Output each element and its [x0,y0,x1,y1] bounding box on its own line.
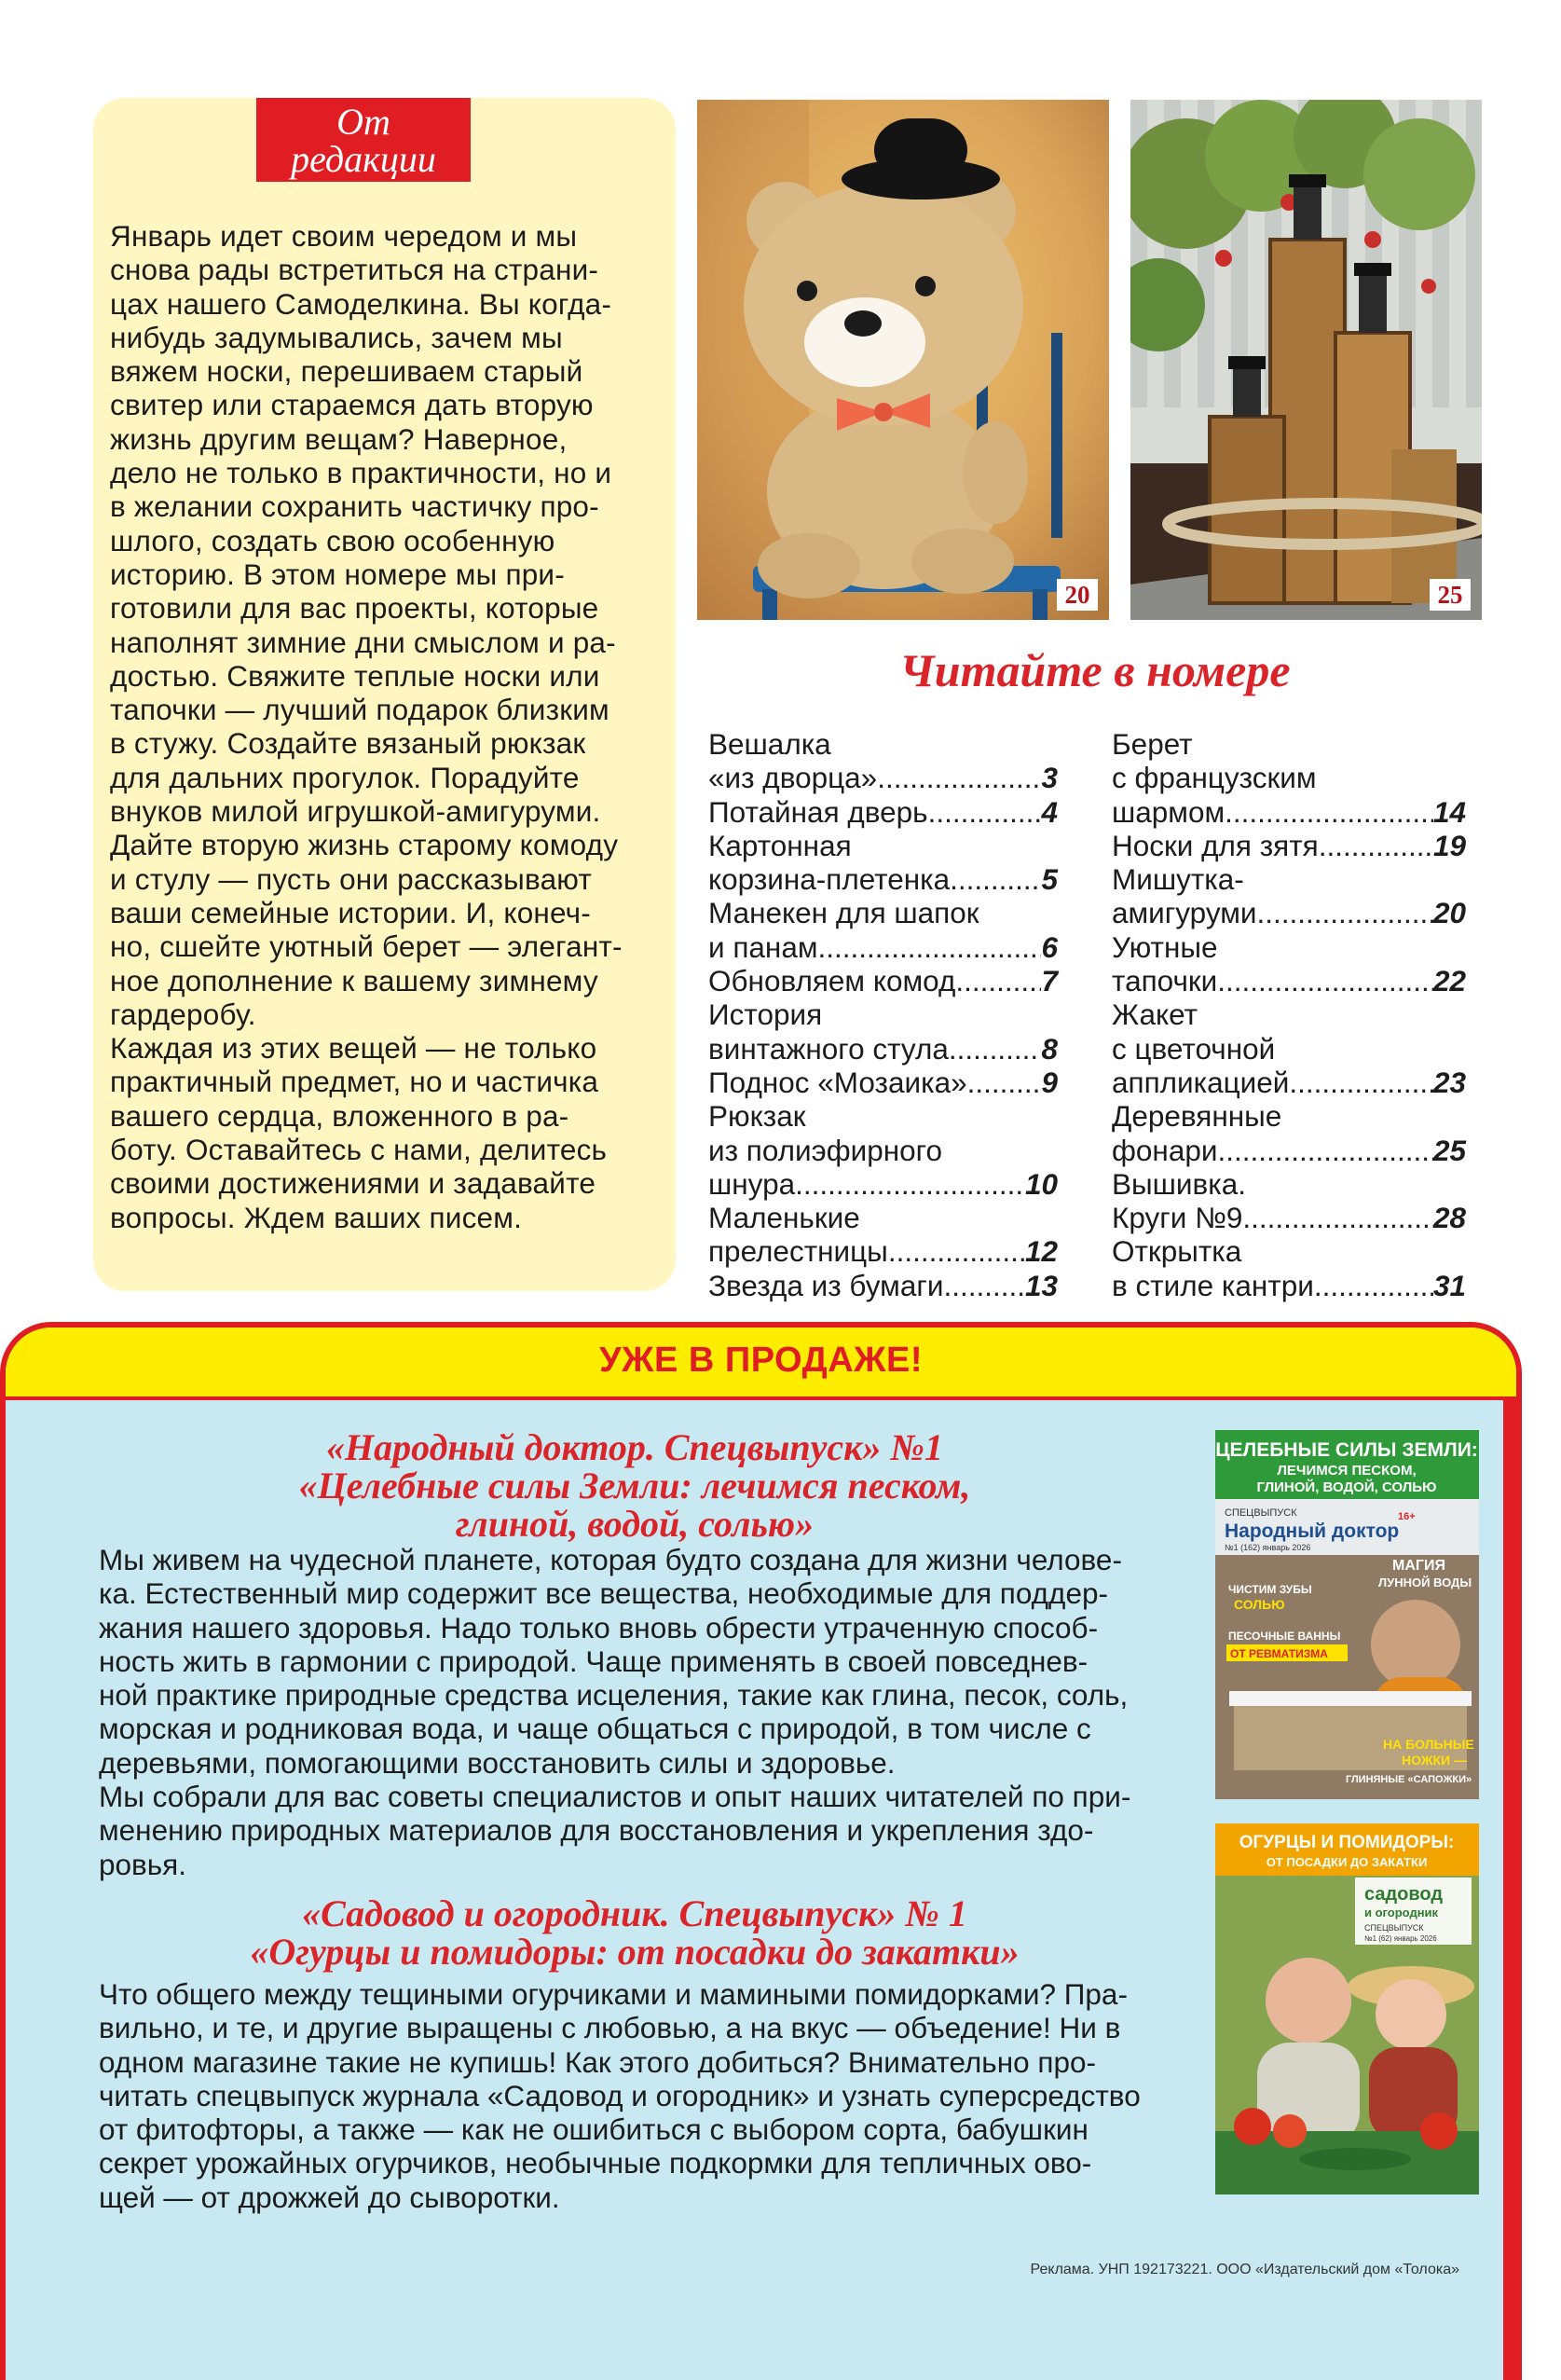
cover1-small: СПЕЦВЫПУСК [1225,1507,1297,1519]
contents-page-number: 22 [1432,964,1466,998]
contents-leader-dots [928,795,1042,829]
contents-leader-dots [949,1032,1042,1066]
contents-leader-dots [795,1167,1025,1201]
contents-item-title: прелестницы [708,1234,888,1269]
contents-item-title: Поднос «Мозаика» [708,1065,967,1099]
cover1-issue: №1 (162) январь 2026 [1225,1543,1311,1552]
editorial-title-line2: редакции [291,138,436,180]
editorial-line: Каждая из этих вещей — не только [110,1031,597,1066]
editorial-line: боту. Оставайтесь с нами, делитесь [110,1133,608,1167]
magazine-heading-line: «Народный доктор. Спецвыпуск» №1 [326,1426,943,1468]
contents-page-number: 25 [1432,1133,1466,1167]
contents-item-line: из полиэфирного [708,1133,942,1167]
contents-item-last-line [708,862,1058,896]
magazine-text-line: от фитофторы, а также — как не ошибиться с выбором сорта, бабушкин [99,2112,1089,2147]
contents-item [1112,1099,1466,1167]
contents-item-last-line [708,930,1058,964]
contents-page-number: 12 [1024,1234,1058,1269]
contents-item [708,896,1058,964]
cover1-magic2: ЛУННОЙ ВОДЫ [1378,1575,1472,1589]
contents-leader-dots [950,862,1041,896]
editorial-line: шлого, создать свою особенную [110,523,555,557]
magazine2-heading [89,1894,1180,1971]
amigurumi-bear-photo [697,100,1109,620]
contents-page-number: 3 [1041,761,1058,795]
contents-item-last-line [1112,795,1466,829]
wooden-lanterns-photo [1130,100,1482,620]
contents-item-title: корзина-плетенка [708,862,951,897]
advertising-note: Реклама. УНП 192173221. ООО «Издательский дом «Толока» [1030,2262,1459,2277]
editorial-line: вашего сердца, вложенного в ра- [110,1098,569,1133]
cover1-age: 16+ [1398,1511,1416,1522]
contents-item-line: Берет [1112,727,1193,761]
contents-item [1112,997,1466,1099]
editorial-line: тапочки — лучший подарок близким [110,693,609,727]
contents-item [708,795,1058,829]
contents-item [708,829,1058,897]
editorial-line: гардеробу. [110,997,256,1031]
contents-leader-dots [888,1234,1025,1268]
cover1-bath2: ОТ РЕВМАТИЗМА [1230,1647,1328,1660]
contents-item-last-line [708,795,1058,829]
contents-item [708,997,1058,1066]
editorial-line: жизнь другим вещам? Наверное, [110,421,568,456]
contents-item-title: тапочки [1112,964,1218,998]
magazine-text-line: ность жить в гармонии с природой. Чаще применять в своей повседнев- [99,1644,1089,1678]
editorial-line: в желании сохранить частичку про- [110,489,599,524]
contents-item-line: Маленькие [708,1201,860,1235]
cover2-brand2: и огородник [1364,1905,1439,1919]
magazine-text-line: секрет урожайных огурчиков, необычные подкормки для тепличных ово- [99,2146,1092,2181]
contents-page-number: 23 [1432,1065,1466,1099]
contents-item-line: с цветочной [1112,1031,1276,1066]
magazine-text-line: ной практике природные средства исцеления, такие как глина, песок, соль, [99,1678,1129,1713]
editorial-line: готовили для вас проекты, которые [110,591,599,626]
cover1-legs1: НА БОЛЬНЫЕ [1383,1737,1474,1752]
cover2-issue: №1 (62) январь 2026 [1364,1934,1437,1943]
contents-item-last-line [1112,1201,1466,1234]
contents-item-last-line [1112,1269,1466,1302]
contents-item [708,1201,1058,1269]
magazine1-description [99,1543,1184,1881]
contents-item [708,1066,1058,1099]
contents-item [1112,930,1466,998]
contents-page-number: 28 [1432,1201,1466,1235]
contents-leader-dots [877,761,1041,794]
cover1-teeth1: ЧИСТИМ ЗУБЫ [1228,1583,1312,1596]
magazine-text-line: одном магазине такие не купишь! Как этого добиться? Внимательно про- [99,2044,1096,2079]
contents-leader-dots [1217,1134,1432,1167]
contents-item-title: амигуруми [1112,896,1257,930]
contents-item-last-line [1112,829,1466,862]
contents-item-title: аппликацией [1112,1065,1290,1099]
contents-item [1112,727,1466,829]
lanterns-page-number: 25 [1430,579,1471,611]
contents-page-number: 31 [1432,1268,1466,1302]
magazine-text-line: Мы живем на чудесной планете, которая будто создана для жизни челове- [99,1543,1122,1576]
cover1-bath1: ПЕСОЧНЫЕ ВАННЫ [1228,1630,1341,1643]
on-sale-title: УЖЕ В ПРОДАЖЕ! [599,1341,923,1380]
narodny-doktor-cover [1215,1430,1479,1799]
on-sale-section [0,1322,1522,2380]
magazine-text-line: жания нашего здоровья. Надо только вновь обрести утраченную способ- [99,1610,1099,1644]
editorial-line: Дайте вторую жизнь старому комоду [110,828,619,862]
contents-item-last-line [708,1032,1058,1066]
editorial-line: в стужу. Создайте вязаный рюкзак [110,726,586,761]
contents-page-number: 20 [1432,896,1466,930]
editorial-line: вяжем носки, перешиваем старый [110,354,583,389]
contents-item-title: шармом [1112,794,1226,829]
editorial-line: и стулу — пусть они рассказывают [110,861,593,896]
cover2-top: ОГУРЦЫ И ПОМИДОРЫ: [1239,1833,1455,1852]
contents-item-last-line [1112,1134,1466,1167]
editorial-line: практичный предмет, но и частичка [110,1065,599,1099]
contents-item [708,1099,1058,1201]
contents-leader-dots [943,1269,1025,1302]
editorial-line: ное дополнение к вашему зимнему [110,963,598,997]
contents-item-line: История [708,997,823,1032]
contents-page-number: 19 [1432,828,1466,862]
editorial-text [110,219,660,1234]
contents-leader-dots [1242,1201,1433,1234]
editorial-line: наполнят зимние дни смыслом и ра- [110,625,616,659]
sadovod-cover [1215,1823,1479,2194]
contents-page-number: 7 [1041,964,1058,998]
contents-item-last-line [1112,1066,1466,1099]
editorial-line: дело не только в практичности, но и [110,456,612,490]
contents-item [1112,862,1466,930]
editorial-line: ваши семейные истории. И, конеч- [110,895,591,929]
magazine-text-line: Мы собрали для вас советы специалистов и опыт наших читателей по при- [99,1780,1131,1814]
contents-leader-dots [1217,964,1433,997]
contents-item-line: Рюкзак [708,1099,806,1134]
contents-item-title: Звезда из бумаги [708,1268,944,1302]
contents-item-title: шнура [708,1166,796,1201]
editorial-line: вопросы. Ждем ваших писем. [110,1200,523,1234]
cover1-top: ЦЕЛЕБНЫЕ СИЛЫ ЗЕМЛИ: [1215,1439,1478,1461]
cover1-legs2: НОЖКИ — [1402,1753,1467,1768]
contents-leader-dots [1225,795,1433,829]
magazine-text-line: менению природных материалов для восстановления и укрепления здо- [99,1813,1094,1848]
contents-item-line: Деревянные [1112,1099,1282,1134]
contents-item-title: Обновляем комод [708,964,956,998]
editorial-line: свитер или стараемся дать вторую [110,388,594,422]
magazine-text-line: деревьями, помогающими восстановить силы и здоровье. [99,1745,896,1780]
contents-item-last-line [708,1066,1058,1099]
magazine-text-line: ровья. [99,1847,186,1881]
editorial-line: внуков милой игрушкой-амигуруми. [110,794,601,829]
contents-item-title: винтажного стула [708,1031,949,1066]
contents-item-title: Потайная дверь [708,794,928,829]
contents-item-title: фонари [1112,1133,1218,1167]
contents-page-number: 14 [1432,794,1466,829]
contents-item-last-line [708,761,1058,794]
red-side-stripe [1503,1400,1516,2380]
cover2-brand1: садовод [1364,1884,1444,1905]
cover1-sub1: ЛЕЧИМСЯ ПЕСКОМ, [1277,1463,1417,1479]
contents-item-line: Вышивка. [1112,1166,1246,1201]
contents-item [708,727,1058,795]
magazine1-heading [89,1428,1180,1543]
contents-item-line: Мишутка- [1112,862,1244,897]
contents-item-line: Открытка [1112,1234,1242,1269]
contents-item-title: «из дворца» [708,761,878,795]
magazine-text-line: морская и родниковая вода, и чаще общаться с природой, в том числе с [99,1712,1091,1746]
contents-item-line: Уютные [1112,929,1218,964]
magazine-heading-line: глиной, водой, солью» [455,1503,815,1545]
magazine-heading-line: «Садовод и огородник. Спецвыпуск» № 1 [302,1892,967,1934]
contents-item-title: и панам [708,929,818,964]
contents-item [1112,829,1466,862]
contents-item-title: Круги №9 [1112,1201,1243,1235]
contents-page-number: 10 [1024,1166,1058,1201]
contents-item-title: в стиле кантри [1112,1268,1314,1302]
editorial-title-line1: От [336,101,390,143]
magazine-text-line: вильно, и те, и другие выращены с любовью, а на вкус — объедение! Ни в [99,2011,1121,2045]
editorial-line: для дальних прогулок. Порадуйте [110,760,580,794]
contents-item [1112,1167,1466,1235]
magazine-heading-line: «Целебные силы Земли: лечимся песком, [298,1465,971,1506]
contents-page-number: 4 [1041,794,1058,829]
contents-item-line: Вешалка [708,727,831,761]
contents-title: Читайте в номере [899,644,1291,696]
cover1-brand: Народный доктор [1225,1520,1400,1542]
editorial-box [93,98,676,1291]
editorial-line: достью. Свяжите теплые носки или [110,658,600,693]
contents-item-line: Картонная [708,828,852,862]
magazine-text-line: щей — от дрожжей до сыворотки. [99,2180,560,2214]
editorial-line: историю. В этом номере мы при- [110,557,565,591]
contents-item-title: Носки для зятя [1112,828,1319,862]
contents-right-column [1112,727,1466,1302]
bear-page-number: 20 [1057,579,1098,611]
on-sale-banner [6,1328,1516,1400]
editorial-line: своими достижениями и задавайте [110,1166,596,1201]
editorial-title-badge [256,98,471,182]
contents-leader-dots [967,1066,1042,1099]
magazine-text-line: ка. Естественный мир содержит все вещества, необходимые для поддер- [99,1576,1108,1611]
cover1-teeth2: СОЛЬЮ [1234,1597,1285,1612]
contents-item-last-line [708,1167,1058,1201]
contents-page-number: 13 [1024,1268,1058,1302]
cover1-sub2: ГЛИНОЙ, ВОДОЙ, СОЛЬЮ [1256,1479,1437,1495]
contents-item-last-line [1112,964,1466,997]
editorial-line: но, сшейте уютный берет — элегант- [110,929,623,964]
cover1-magic1: МАГИЯ [1392,1558,1445,1574]
contents-leader-dots [955,964,1041,997]
contents-item [708,1269,1058,1302]
contents-leader-dots [1256,896,1432,929]
contents-page-number: 9 [1041,1065,1058,1099]
contents-item-last-line [708,1234,1058,1268]
contents-page-number: 6 [1041,929,1058,964]
contents-item-line: с французским [1112,761,1317,795]
contents-leader-dots [1319,829,1433,862]
cover2-sub: ОТ ПОСАДКИ ДО ЗАКАТКИ [1266,1855,1428,1869]
contents-left-column [708,727,1058,1302]
editorial-line: нибудь задумывались, зачем мы [110,320,563,354]
contents-item-last-line [708,964,1058,997]
contents-leader-dots [1314,1269,1433,1302]
contents-page-number: 5 [1041,862,1058,897]
contents-leader-dots [818,930,1042,964]
editorial-line: снова рады встретиться на страни- [110,253,599,287]
editorial-line: Январь идет своим чередом и мы [110,219,578,253]
contents-item [708,964,1058,997]
cover2-small: СПЕЦВЫПУСК [1364,1923,1424,1933]
magazine-text-line: читать спецвыпуск журнала «Садовод и огородник» и узнать суперсредство [99,2078,1141,2112]
contents-item-last-line [708,1269,1058,1302]
contents-item-last-line [1112,896,1466,929]
contents-item-line: Жакет [1112,997,1198,1032]
contents-item [1112,1234,1466,1302]
editorial-line: цах нашего Самоделкина. Вы когда- [110,286,612,321]
contents-item-line: Манекен для шапок [708,896,979,930]
magazine2-description [99,1977,1184,2214]
magazine-heading-line: «Огурцы и помидоры: от посадки до закатки» [250,1931,1020,1973]
magazine-text-line: Что общего между тещиными огурчиками и мамиными помидорками? Пра- [99,1977,1128,2011]
contents-leader-dots [1289,1066,1433,1099]
cover1-legs3: ГЛИНЯНЫЕ «САПОЖКИ» [1346,1774,1472,1785]
contents-page-number: 8 [1041,1031,1058,1066]
